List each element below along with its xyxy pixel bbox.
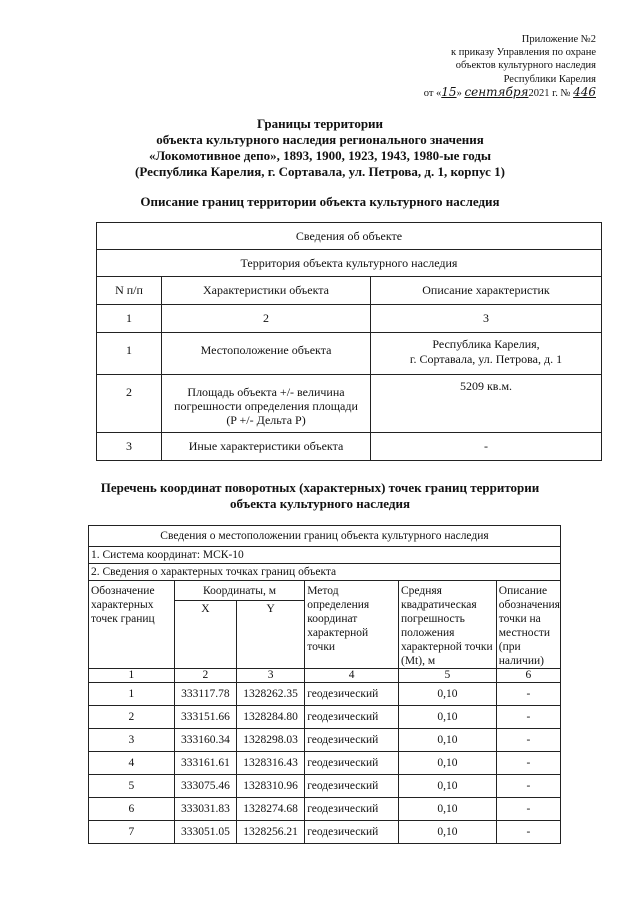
- table1-col-desc: Описание характеристик: [371, 277, 602, 305]
- error: 0,10: [398, 775, 496, 798]
- row-description: [371, 333, 602, 375]
- coord-x: 333075.46: [174, 775, 236, 798]
- point-number: 7: [89, 821, 175, 844]
- table1-row: [97, 433, 602, 461]
- error: 0,10: [398, 798, 496, 821]
- point-number: 2: [89, 706, 175, 729]
- title-line-4: (Республика Карелия, г. Сортавала, ул. Петрова, д. 1, корпус 1): [135, 164, 505, 179]
- handwritten-number: 446: [573, 84, 596, 99]
- table2-num-cell: 1: [89, 669, 175, 683]
- points-header: 2. Сведения о характерных точках границ объекта: [89, 564, 561, 581]
- row-description: 5209 кв.м.: [371, 375, 602, 433]
- table1-row: [97, 333, 602, 375]
- coordinate-row: [89, 706, 561, 729]
- error: 0,10: [398, 683, 496, 706]
- col-coordinates: Координаты, м: [174, 581, 304, 601]
- point-description: -: [496, 775, 560, 798]
- coord-y: 1328310.96: [237, 775, 305, 798]
- appendix-date-line: [366, 86, 596, 100]
- method: геодезический: [305, 729, 399, 752]
- coord-x: 333051.05: [174, 821, 236, 844]
- coord-y: 1328316.43: [237, 752, 305, 775]
- point-number: 3: [89, 729, 175, 752]
- col-x: X: [174, 601, 236, 669]
- method: геодезический: [305, 706, 399, 729]
- point-description: -: [496, 752, 560, 775]
- row-number: 1: [97, 333, 162, 375]
- row-characteristic: [162, 375, 371, 433]
- col-description: Описание обозначения точки на местности (при наличии): [496, 581, 560, 669]
- title-line-3: «Локомотивное депо», 1893, 1900, 1923, 1943, 1980-ые годы: [148, 148, 492, 163]
- coordinate-row: [89, 821, 561, 844]
- table2-header: Сведения о местоположении границ объекта культурного наследия: [89, 526, 561, 547]
- characteristic-line-3: (P +/- Дельта P): [226, 413, 306, 427]
- table1-num-cell: 3: [371, 305, 602, 333]
- table2-num-cell: 5: [398, 669, 496, 683]
- table2-num-cell: 3: [237, 669, 305, 683]
- characteristic-line-1: Площадь объекта +/- величина: [187, 385, 345, 399]
- description-line-2: г. Сортавала, ул. Петрова, д. 1: [409, 352, 563, 366]
- characteristic-line-2: погрешности определения площади: [174, 399, 358, 413]
- row-characteristic: Местоположение объекта: [162, 333, 371, 375]
- row-description: -: [371, 433, 602, 461]
- coord-y: 1328256.21: [237, 821, 305, 844]
- coordinate-row: [89, 729, 561, 752]
- coordinate-row: [89, 683, 561, 706]
- coord-y: 1328274.68: [237, 798, 305, 821]
- appendix-note: [366, 33, 596, 100]
- section2-title: [60, 480, 580, 512]
- appendix-line-2: к приказу Управления по охране: [451, 47, 596, 59]
- row-number: 3: [97, 433, 162, 461]
- method: геодезический: [305, 752, 399, 775]
- table2-num-cell: 6: [496, 669, 560, 683]
- error: 0,10: [398, 821, 496, 844]
- title-line-1: Границы территории: [256, 116, 384, 131]
- section2-title-line-2: объекта культурного наследия: [230, 496, 410, 511]
- object-info-table: [96, 222, 602, 461]
- table1-num-cell: 2: [162, 305, 371, 333]
- col-error: Средняя квадратическая погрешность положения характерной точки (Mt), м: [398, 581, 496, 669]
- date-mid: »: [456, 87, 465, 99]
- table1-col-n: N п/п: [97, 277, 162, 305]
- coord-x: 333160.34: [174, 729, 236, 752]
- method: геодезический: [305, 798, 399, 821]
- coordinate-row: [89, 775, 561, 798]
- date-suffix: 2021 г. №: [528, 87, 574, 99]
- point-number: 5: [89, 775, 175, 798]
- appendix-line-3: объектов культурного наследия: [455, 60, 596, 72]
- table1-header-1: Сведения об объекте: [97, 223, 602, 250]
- row-number: 2: [97, 375, 162, 433]
- table1-col-char: Характеристики объекта: [162, 277, 371, 305]
- handwritten-month: сентября: [464, 84, 529, 99]
- table2-num-cell: 2: [174, 669, 236, 683]
- col-method: Метод определения координат характерной точки: [305, 581, 399, 669]
- coordinate-row: [89, 752, 561, 775]
- point-description: -: [496, 683, 560, 706]
- coordinates-table: [88, 525, 561, 844]
- document-title: [110, 116, 530, 180]
- col-y: Y: [237, 601, 305, 669]
- method: геодезический: [305, 775, 399, 798]
- title-line-2: объекта культурного наследия регионального значения: [156, 132, 484, 147]
- section2-title-line-1: Перечень координат поворотных (характерных) точек границ территории: [100, 480, 540, 495]
- coord-y: 1328262.35: [237, 683, 305, 706]
- row-characteristic: Иные характеристики объекта: [162, 433, 371, 461]
- error: 0,10: [398, 729, 496, 752]
- method: геодезический: [305, 683, 399, 706]
- date-prefix: от «: [423, 87, 442, 99]
- handwritten-day: 15: [441, 84, 457, 99]
- coordinate-row: [89, 798, 561, 821]
- point-description: -: [496, 798, 560, 821]
- coord-x: 333031.83: [174, 798, 236, 821]
- error: 0,10: [398, 706, 496, 729]
- appendix-line-4: Республики Карелия: [503, 73, 596, 85]
- table1-header-2: Территория объекта культурного наследия: [97, 250, 602, 277]
- description-line-1: Республика Карелия,: [432, 337, 540, 351]
- point-number: 6: [89, 798, 175, 821]
- point-number: 4: [89, 752, 175, 775]
- point-description: -: [496, 706, 560, 729]
- col-point-designation: Обозначение характерных точек границ: [89, 581, 175, 669]
- point-description: -: [496, 729, 560, 752]
- point-number: 1: [89, 683, 175, 706]
- table2-num-cell: 4: [305, 669, 399, 683]
- table1-num-cell: 1: [97, 305, 162, 333]
- method: геодезический: [305, 821, 399, 844]
- coord-x: 333161.61: [174, 752, 236, 775]
- error: 0,10: [398, 752, 496, 775]
- coord-x: 333117.78: [174, 683, 236, 706]
- coord-x: 333151.66: [174, 706, 236, 729]
- table1-row: [97, 375, 602, 433]
- coordinates-rows: [89, 683, 561, 844]
- coordinate-system: 1. Система координат: МСК-10: [89, 547, 561, 564]
- section1-title: Описание границ территории объекта культурного наследия: [140, 194, 500, 209]
- point-description: -: [496, 821, 560, 844]
- appendix-line-1: Приложение №2: [521, 34, 596, 45]
- coord-y: 1328284.80: [237, 706, 305, 729]
- coord-y: 1328298.03: [237, 729, 305, 752]
